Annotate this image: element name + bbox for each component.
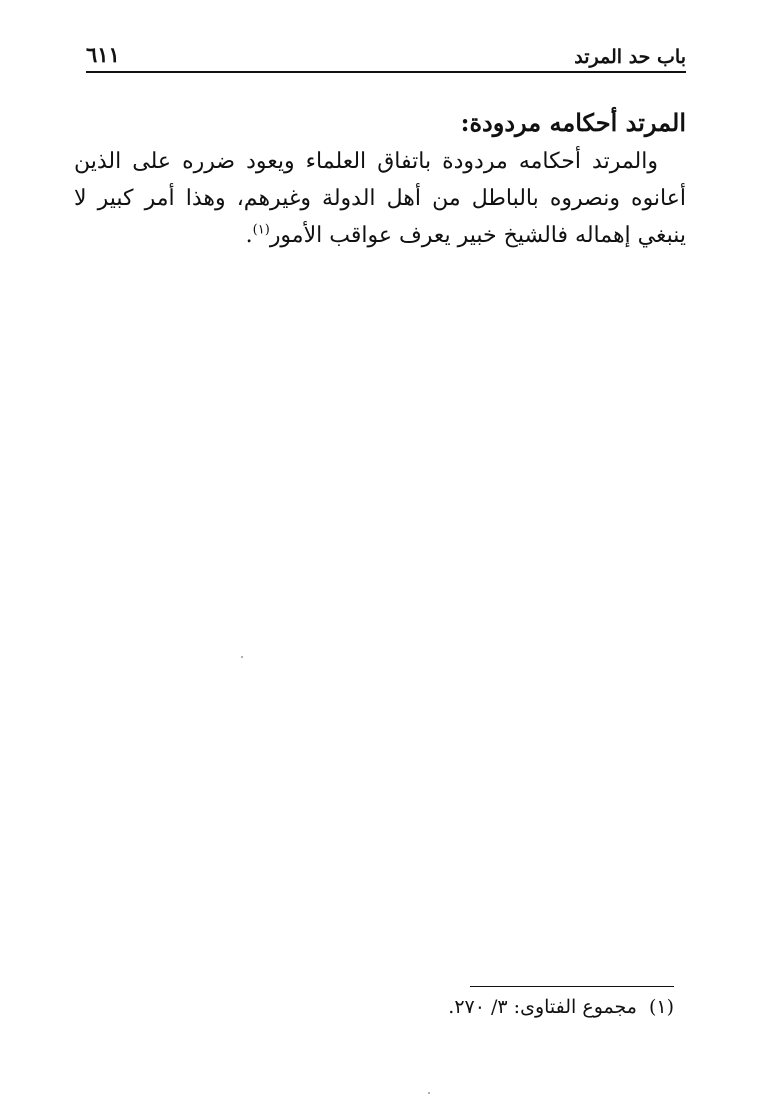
scan-speck — [428, 1092, 430, 1094]
section-heading: المرتد أحكامه مردودة: — [460, 108, 686, 137]
paragraph — [74, 143, 686, 254]
footnote — [448, 996, 674, 1018]
running-header — [86, 42, 686, 72]
footnote-marker: (١) — [648, 996, 674, 1018]
footnote-reference: (١) — [252, 222, 270, 238]
header-rule — [86, 71, 686, 73]
body-text — [74, 143, 686, 254]
scan-speck — [241, 656, 243, 658]
running-title: باب حد المرتد — [574, 46, 686, 68]
footnote-text: مجموع الفتاوى: ٣/ ٢٧٠. — [448, 996, 637, 1018]
footnote-rule — [470, 986, 674, 987]
paragraph-closing: . — [245, 223, 253, 248]
paragraph-text: والمرتد أحكامه مردودة باتفاق العلماء ويعود ضرره على الذين أعانوه ونصروه بالباطل من أهل الدولة وغيرهم، وهذا أمر كبير لا ينبغي إهماله فالشيخ خبير يعرف عواقب الأمور — [74, 149, 686, 248]
page-number: ٦١١ — [86, 42, 120, 67]
